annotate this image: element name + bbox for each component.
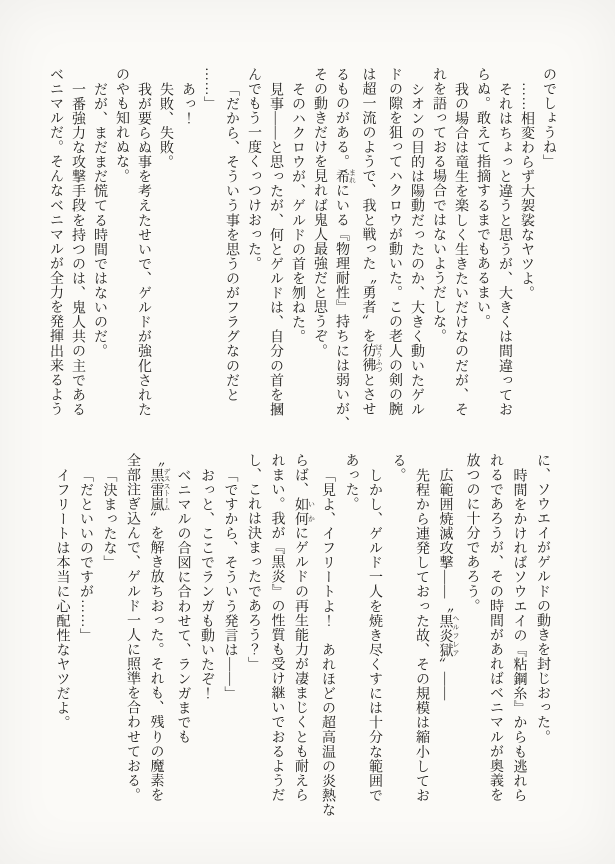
text-column: 見事――と思ったが、何とゲルドは、自分の首を摑 — [268, 82, 283, 417]
text-column: 失敗、失敗。 — [158, 82, 173, 170]
text-column: しかし、ゲルド一人を焼き尽くすには十分な範囲で — [367, 468, 382, 803]
text-column: その動きだけを見れば鬼人最強だと思うぞ。 — [312, 67, 327, 358]
text-column: あっ！ — [180, 82, 195, 126]
text-column: る。 — [390, 453, 406, 483]
text-column: るものがある。希 まれにいる『物理耐性』持ちには弱いが、 — [334, 67, 357, 431]
text-column: に、ソウエイがゲルドの動きを封じおった。 — [535, 453, 550, 744]
text-column: 我が要らぬ事を考えたせいで、ゲルドが強化された — [136, 82, 151, 417]
text-column: ベニマルだ。そんなベニマルが全力を発揮出来るよう — [48, 67, 63, 417]
text-column: 放つのに十分であろう。 — [464, 453, 480, 614]
text-column: シオンの目的は陽動だったのか、大きく動いたゲル — [409, 82, 424, 417]
furigana-ruby: 希 まれ — [334, 168, 357, 184]
text-column: ……」 — [202, 67, 217, 111]
text-column: イフリートは本当に心配性なヤツだよ。 — [54, 468, 70, 730]
text-column: 先程から連発しておった故、その規模は縮小してお — [414, 468, 429, 803]
text-column: れを語っておる場合ではないようだしな。 — [431, 67, 446, 344]
text-column: 一番強力な攻撃手段を持つのは、鬼人共の主である — [70, 82, 85, 417]
text-column: 全部注ぎ込んで、ゲルド一人に照準を合わせておる。 — [125, 453, 140, 803]
text-block-bottom — [50, 453, 554, 817]
text-column: らぬ。敢えて指摘するまでもあるまい。 — [475, 67, 490, 329]
text-column: それはちょっと違うと思うが、大きくは間違ってお — [497, 82, 512, 417]
text-column: れまい。我が『黒炎』の性質も受け継いでおるようだ — [269, 453, 285, 803]
furigana-ruby: 如何 いか — [293, 496, 316, 526]
text-column: 「だから、そういう事を思うのがフラグなのだと — [224, 82, 239, 403]
text-column: のやも知れぬな。 — [114, 67, 129, 184]
text-column: ……相変わらず大袈裟なヤツよ。 — [519, 82, 534, 301]
text-column: 〝黒雷嵐 デスストーム〞を解き放ちおった。それも、残りの魔素を — [148, 453, 171, 803]
text-column: れるであろうが、その時間があればベニマルが奥義を — [488, 453, 503, 803]
text-column: 時間をかければソウエイの『粘鋼糸』からも逃れら — [511, 468, 527, 803]
text-column: だが、まだまだ慌てる時間ではないのだ。 — [92, 82, 107, 359]
text-column: ドの隙を狙ってハクロウが動いた。この老人の剣の腕 — [387, 67, 402, 417]
text-column: 我の場合は竜生を楽しく生きたいだけなのだが、そ — [453, 82, 468, 417]
text-column: 広範囲焼滅攻撃――〝黒炎獄 ヘルフレア〞―― — [437, 468, 460, 701]
text-column: 「決まったな」 — [101, 468, 117, 570]
text-column: んでもう一度くっつけおった。 — [246, 67, 261, 271]
text-column: ベニマルの合図に合わせて、ランガまでも — [175, 468, 191, 745]
text-column: 「見よ、イフリートよ！ あれほどの超高温の炎熱な — [320, 468, 335, 818]
furigana-ruby: 黒雷嵐 デスストーム — [148, 467, 171, 512]
text-column: そのハクロウが、ゲルドの首を刎ねた。 — [290, 82, 305, 344]
text-block-top — [44, 67, 559, 431]
furigana-ruby: 黒炎獄 ヘルフレア — [437, 613, 460, 658]
furigana-ruby: 彷彿 ほうふつ — [360, 343, 383, 373]
text-column: おっと、ここでランガも動いたぞ！ — [199, 468, 214, 701]
text-column: は超一流のようで、我と戦った〝勇者〞を彷彿 ほうふつとさせ — [360, 67, 383, 417]
text-column: らば、如何 いかにゲルドの再生能力が凄まじくとも耐えら — [293, 453, 316, 803]
text-column: 「ですから、そういう発言は――」 — [222, 468, 238, 701]
text-column: 「だといいのですが……」 — [78, 468, 93, 643]
text-column: し、これは決まったであろう？」 — [246, 453, 261, 672]
text-column: あった。 — [343, 453, 359, 512]
text-column: のでしょうね」 — [541, 67, 556, 169]
